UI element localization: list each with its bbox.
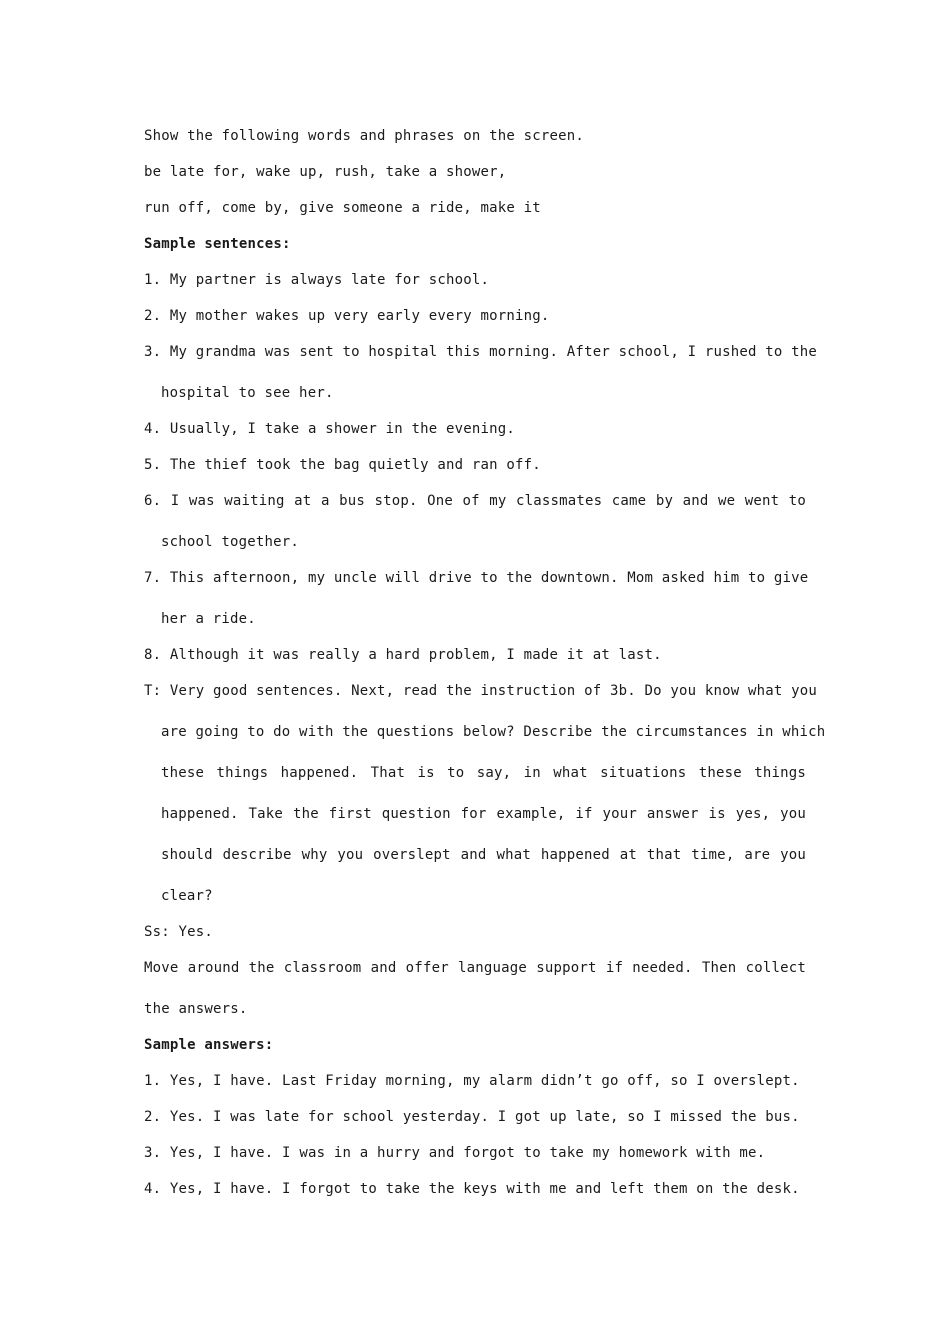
sentence-6 (144, 491, 806, 552)
sentence-7 (144, 568, 809, 629)
teacher-paragraph (144, 681, 826, 906)
intro-line-2: be late for, wake up, rush, take a shower, (144, 164, 507, 180)
teacher-line-2: are going to do with the questions below? Describe the circumstances in which (161, 724, 826, 740)
sentence-5: 5. The thief took the bag quietly and ran off. (144, 457, 541, 473)
sentence-3 (144, 342, 818, 403)
sentence-4: 4. Usually, I take a shower in the evening. (144, 421, 516, 437)
sentence-3-line-2: hospital to see her. (161, 385, 334, 401)
answer-4: 4. Yes, I have. I forgot to take the keys with me and left them on the desk. (144, 1181, 800, 1197)
document-body (144, 126, 826, 1215)
sentence-2: 2. My mother wakes up very early every morning. (144, 308, 550, 324)
instruction-line-1: Move around the classroom and offer language support if needed. Then collect (144, 960, 806, 976)
intro-line-3: run off, come by, give someone a ride, make it (144, 200, 541, 216)
intro-line-1: Show the following words and phrases on the screen. (144, 128, 585, 144)
teacher-line-3: these things happened. That is to say, in what situations these things (161, 765, 806, 781)
answer-2: 2. Yes. I was late for school yesterday. I got up late, so I missed the bus. (144, 1109, 800, 1125)
sentence-6-line-2: school together. (161, 534, 300, 550)
sentence-3-line-1: 3. My grandma was sent to hospital this morning. After school, I rushed to the (144, 344, 818, 360)
teacher-line-1: T: Very good sentences. Next, read the instruction of 3b. Do you know what you (144, 683, 818, 699)
instruction-paragraph (144, 958, 806, 1019)
sentence-7-line-2: her a ride. (161, 611, 256, 627)
sentence-7-line-1: 7. This afternoon, my uncle will drive to the downtown. Mom asked him to give (144, 570, 809, 586)
teacher-line-5: should describe why you overslept and what happened at that time, are you (161, 847, 806, 863)
students-reply: Ss: Yes. (144, 924, 214, 940)
answer-3: 3. Yes, I have. I was in a hurry and forgot to take my homework with me. (144, 1145, 766, 1161)
teacher-line-4: happened. Take the first question for example, if your answer is yes, you (161, 806, 806, 822)
answer-1: 1. Yes, I have. Last Friday morning, my alarm didn’t go off, so I overslept. (144, 1073, 800, 1089)
instruction-line-2: the answers. (144, 1001, 248, 1017)
sample-answers-heading: Sample answers: (144, 1037, 274, 1053)
sentence-6-line-1: 6. I was waiting at a bus stop. One of my classmates came by and we went to (144, 493, 806, 509)
sentence-1: 1. My partner is always late for school. (144, 272, 490, 288)
sample-sentences-heading: Sample sentences: (144, 236, 291, 252)
teacher-line-6: clear? (161, 888, 213, 904)
sentence-8: 8. Although it was really a hard problem, I made it at last. (144, 647, 662, 663)
